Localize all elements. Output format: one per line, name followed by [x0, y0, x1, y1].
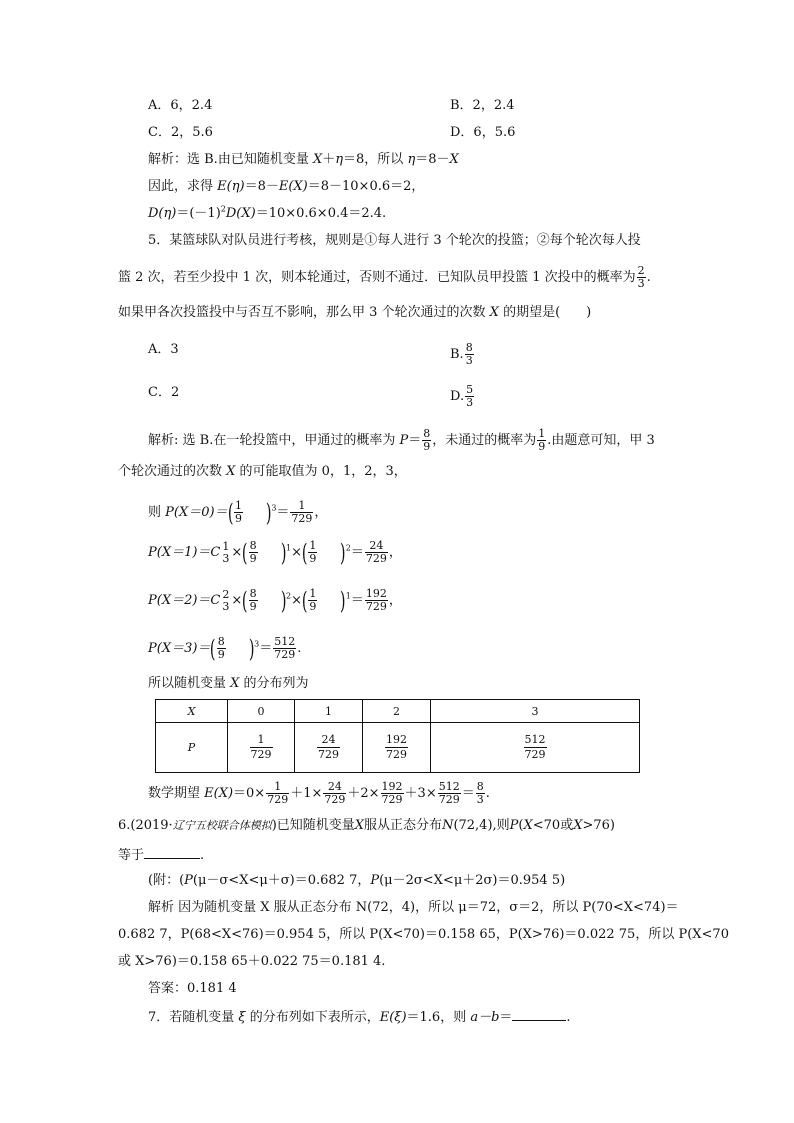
- q6-solution-line1: 解析 因为随机变量 X 服从正态分布 N(72，4)，所以 μ＝72，σ＝2，所以 P(70<X<74)＝: [148, 900, 679, 915]
- q5-solution-line2: 个轮次通过的次数 X 的可能取值为 0，1，2，3，: [118, 464, 407, 479]
- distribution-table: [155, 699, 640, 773]
- q6-answer: 答案：0.181 4: [148, 981, 237, 996]
- table-row: [156, 723, 640, 773]
- q5-solution-line1: 解析: 选 B.在一轮投篮中，甲通过的概率为 P＝ $\frac{8}{9}$ ，未通过的概率为 $\frac{1}{9}$ .由题意可知，甲 3: [148, 427, 655, 453]
- table-cell: $\frac{512}{729}$: [431, 723, 640, 773]
- q5-prob-x2: P(X＝2)＝C 2 3 ×( $\frac{8}{9}$ )$^2$×( $\frac{1}{9}$ )$^1$＝ $\frac{192}{729}$ ，: [148, 586, 402, 615]
- q4-solution-line: 解析：选 B.由已知随机变量 X＋η＝8，所以 η＝8－X: [148, 152, 459, 167]
- q4-option-a: A．6，2.4: [148, 98, 213, 113]
- table-cell: $\frac{1}{729}$: [228, 723, 295, 773]
- table-cell: 0: [228, 700, 295, 723]
- table-cell: $\frac{192}{729}$: [363, 723, 431, 773]
- q5-option-d: D. $\frac{5}{3}$: [450, 383, 474, 409]
- q5-stem-line1: 5．某篮球队对队员进行考核，规则是①每人进行 3 个轮次的投篮；②每个轮次每人投: [148, 233, 641, 248]
- table-cell: 1: [295, 700, 363, 723]
- q6-note: (附：(P(μ－σ<X<μ＋σ)＝0.682 7，P(μ－2σ<X<μ＋2σ)＝0.954 5): [148, 873, 566, 888]
- table-cell: 3: [431, 700, 640, 723]
- q5-stem-line3: 如果甲各次投篮投中与否互不影响，那么甲 3 个轮次通过的次数 X 的期望是( ): [118, 305, 592, 320]
- q5-prob-x3: P(X＝3)＝( $\frac{8}{9}$ )$^3$＝ $\frac{512}{729}$ .: [148, 634, 302, 663]
- q5-stem-line2: 篮 2 次，若至少投中 1 次，则本轮通过，否则不通过．已知队员甲投篮 1 次投中的概率为 $\frac{2}{3}$ .: [118, 264, 651, 290]
- q5-option-a: A．3: [148, 342, 179, 357]
- answer-blank[interactable]: [144, 846, 200, 859]
- q7-stem-line1: 7．若随机变量 ξ 的分布列如下表所示，E(ξ)＝1.6，则 a－b＝ .: [148, 1010, 571, 1025]
- q6-stem-line1: 6.(2019·辽宁五校联合体模拟)已知随机变量X服从正态分布N(72,4),则P(X<70或X>76): [118, 818, 615, 833]
- q4-calc-expectation: 因此，求得 E(η)＝8－E(X)＝8－10×0.6＝2，: [148, 179, 425, 194]
- q4-option-d: D．6，5.6: [450, 125, 516, 140]
- q4-calc-variance: $D(\eta)=(-1)^2D(X)=10\times 0.6\times 0.4=2.4$.: [148, 204, 387, 221]
- q6-solution-line2: 0.682 7，P(68<X<76)＝0.954 5，所以 P(X<70)＝0.158 65，P(X>76)＝0.022 75，所以 P(X<70: [118, 927, 729, 942]
- table-row: [156, 700, 640, 723]
- answer-blank[interactable]: [512, 1008, 566, 1021]
- q5-prob-x0: 则 P(X＝0)＝( $\frac{1}{9}$ )$^3$＝ $\frac{1}{729}$ ，: [148, 498, 328, 527]
- q5-distribution-intro: 所以随机变量 X 的分布列为: [148, 676, 309, 691]
- q5-option-c: C．2: [148, 385, 180, 400]
- table-cell: 2: [363, 700, 431, 723]
- q5-option-b: B. $\frac{8}{3}$: [450, 341, 473, 367]
- table-header-x: X: [156, 700, 228, 723]
- q4-option-c: C．2，5.6: [148, 125, 213, 140]
- table-cell: $\frac{24}{729}$: [295, 723, 363, 773]
- q5-prob-x1: P(X＝1)＝C 1 3 ×( $\frac{8}{9}$ )$^1$×( $\frac{1}{9}$ )$^2$＝ $\frac{24}{729}$ ，: [148, 538, 402, 567]
- table-header-p: P: [156, 723, 228, 773]
- q6-stem-line2: 等于 .: [118, 848, 205, 863]
- q6-solution-line3: 或 X>76)＝0.158 65＋0.022 75＝0.181 4.: [118, 954, 386, 969]
- q5-expectation: 数学期望 E(X)＝0× $\frac{1}{729}$ ＋1× $\frac{24}{729}$ ＋2× $\frac{192}{729}$ ＋3× $\frac{512}{729}$ ＝ $\frac{8}{3}$ .: [148, 780, 490, 806]
- q4-option-b: B．2，2.4: [450, 98, 515, 113]
